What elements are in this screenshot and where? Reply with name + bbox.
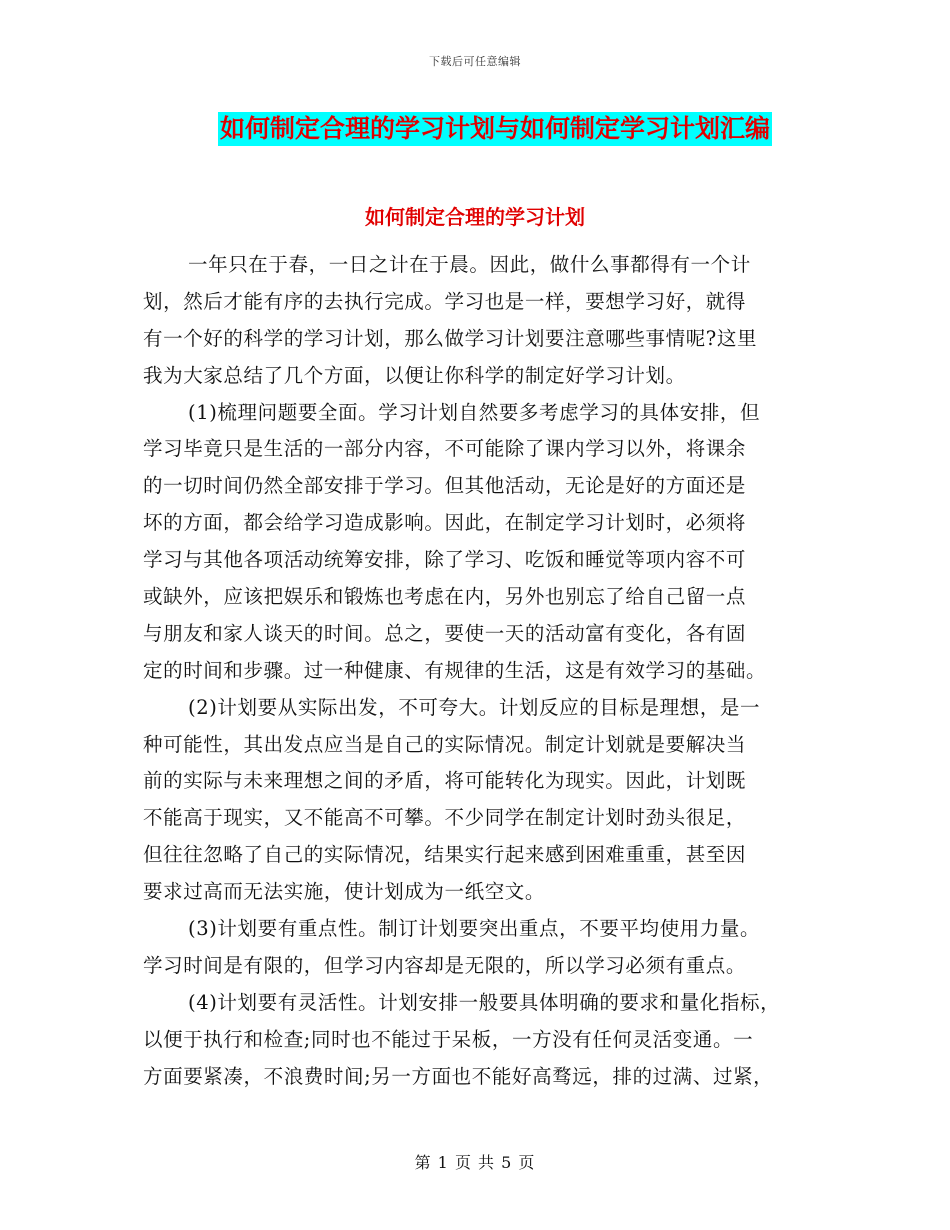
text-line: (2)计划要从实际出发，不可夸大。计划反应的目标是理想，是一 [188,695,761,719]
text-line: 有一个好的科学的学习计划，那么做学习计划要注意哪些事情呢?这里 [143,326,758,350]
text-line: 的一切时间仍然全部安排于学习。但其他活动，无论是好的方面还是 [143,474,747,498]
text-line: 划，然后才能有序的去执行完成。学习也是一样，要想学习好，就得 [143,289,747,313]
text-line: 或缺外，应该把娱乐和锻炼也考虑在内，另外也别忘了给自己留一点 [143,585,747,609]
text-line: 坏的方面，都会给学习造成影响。因此，在制定学习计划时，必须将 [143,511,747,535]
text-line: 我为大家总结了几个方面，以便让你科学的制定好学习计划。 [143,363,686,387]
text-line: 不能高于现实，又不能高不可攀。不少同学在制定计划时劲头很足， [143,806,747,830]
main-title: 如何制定合理的学习计划与如何制定学习计划汇编 [218,112,772,146]
text-line: 前的实际与未来理想之间的矛盾，将可能转化为现实。因此，计划既 [143,769,747,793]
text-line: (4)计划要有灵活性。计划安排一般要具体明确的要求和量化指标， [188,990,781,1014]
text-line: 但往往忽略了自己的实际情况，结果实行起来感到困难重重，甚至因 [143,843,747,867]
text-line: (1)梳理问题要全面。学习计划自然要多考虑学习的具体安排，但 [188,400,761,424]
page-footer: 第 1 页 共 5 页 [414,1153,536,1172]
text-line: 以便于执行和检查;同时也不能过于呆板，一方没有任何灵活变通。一 [143,1027,754,1051]
text-line: 与朋友和家人谈天的时间。总之，要使一天的活动富有变化，各有固 [143,621,747,645]
text-line: 学习毕竟只是生活的一部分内容，不可能除了课内学习以外，将课余 [143,437,747,461]
body-text [143,247,823,1095]
text-line: (3)计划要有重点性。制订计划要突出重点，不要平均使用力量。 [188,917,761,941]
header-note: 下载后可任意编辑 [429,55,521,68]
text-line: 要求过高而无法实施，使计划成为一纸空文。 [143,880,546,904]
section-title: 如何制定合理的学习计划 [365,205,585,229]
text-line: 定的时间和步骤。过一种健康、有规律的生活，这是有效学习的基础。 [143,658,767,682]
text-line: 方面要紧凑，不浪费时间;另一方面也不能好高骛远，排的过满、过紧， [143,1064,774,1088]
main-title-container [0,112,950,146]
text-line: 学习与其他各项活动统筹安排，除了学习、吃饭和睡觉等项内容不可 [143,548,747,572]
text-line: 学习时间是有限的，但学习内容却是无限的，所以学习必须有重点。 [143,953,747,977]
text-line: 种可能性，其出发点应当是自己的实际情况。制定计划就是要解决当 [143,732,747,756]
text-line: 一年只在于春，一日之计在于晨。因此，做什么事都得有一个计 [188,253,751,276]
